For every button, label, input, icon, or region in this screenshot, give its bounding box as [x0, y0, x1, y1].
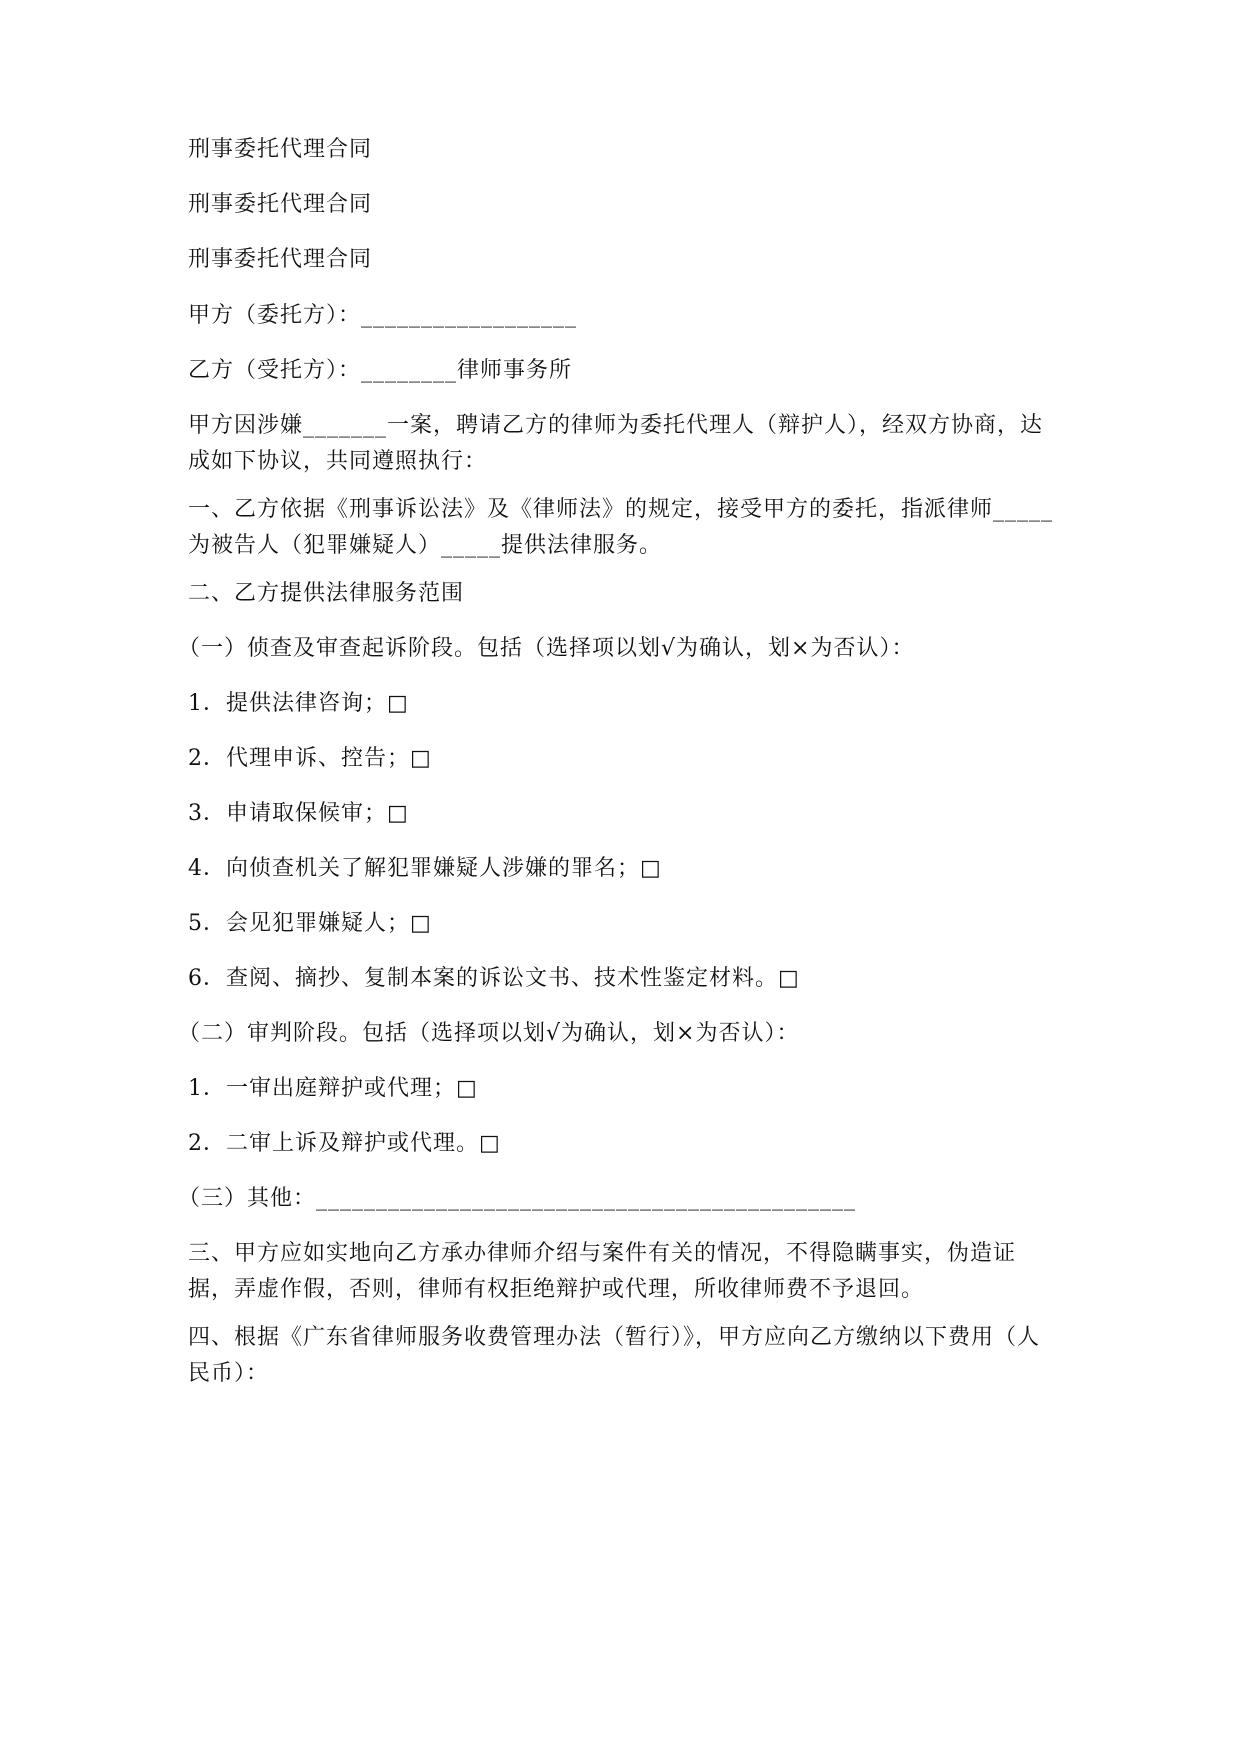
stage-2-item: 2．二审上诉及辩护或代理。□ [188, 1131, 501, 1156]
document-title-repeat: 刑事委托代理合同 [188, 192, 373, 217]
stage-1-item: 3．申请取保候审；□ [188, 801, 409, 826]
intro-paragraph: 甲方因涉嫌_______一案，聘请乙方的律师为委托代理人（辩护人），经双方协商，达成如下协议，共同遵照执行： [188, 413, 1044, 474]
stage-1-item: 1．提供法律咨询；□ [188, 691, 409, 716]
stage-2-heading: （二）审判阶段。包括（选择项以划√为确认，划×为否认）： [178, 1021, 800, 1046]
clause-1-paragraph: 一、乙方依据《刑事诉讼法》及《律师法》的规定，接受甲方的委托，指派律师_____为被告人（犯罪嫌疑人）_____提供法律服务。 [188, 497, 1054, 558]
clause-4-paragraph: 四、根据《广东省律师服务收费管理办法（暂行）》，甲方应向乙方缴纳以下费用（人民币）： [188, 1325, 1041, 1386]
stage-1-item: 2．代理申诉、控告；□ [188, 746, 432, 771]
document-title: 刑事委托代理合同 [188, 137, 373, 162]
stage-3-other: （三）其他：_____________________________________________ [178, 1186, 857, 1211]
stage-1-item: 5．会见犯罪嫌疑人；□ [188, 911, 432, 936]
stage-1-item: 4．向侦查机关了解犯罪嫌疑人涉嫌的罪名；□ [188, 856, 662, 881]
clause-3-paragraph: 三、甲方应如实地向乙方承办律师介绍与案件有关的情况，不得隐瞒事实，伪造证据，弄虚作假，否则，律师有权拒绝辩护或代理，所收律师费不予退回。 [188, 1241, 1017, 1302]
party-b-line: 乙方（受托方）：________律师事务所 [188, 358, 573, 383]
stage-1-item: 6．查阅、摘抄、复制本案的诉讼文书、技术性鉴定材料。□ [188, 966, 800, 991]
party-a-line: 甲方（委托方）：__________________ [188, 303, 578, 328]
stage-2-item: 1．一审出庭辩护或代理；□ [188, 1076, 478, 1101]
clause-2-heading: 二、乙方提供法律服务范围 [188, 581, 465, 606]
stage-1-heading: （一）侦查及审查起诉阶段。包括（选择项以划√为确认，划×为否认）： [178, 636, 915, 661]
document-title-repeat: 刑事委托代理合同 [188, 247, 373, 272]
